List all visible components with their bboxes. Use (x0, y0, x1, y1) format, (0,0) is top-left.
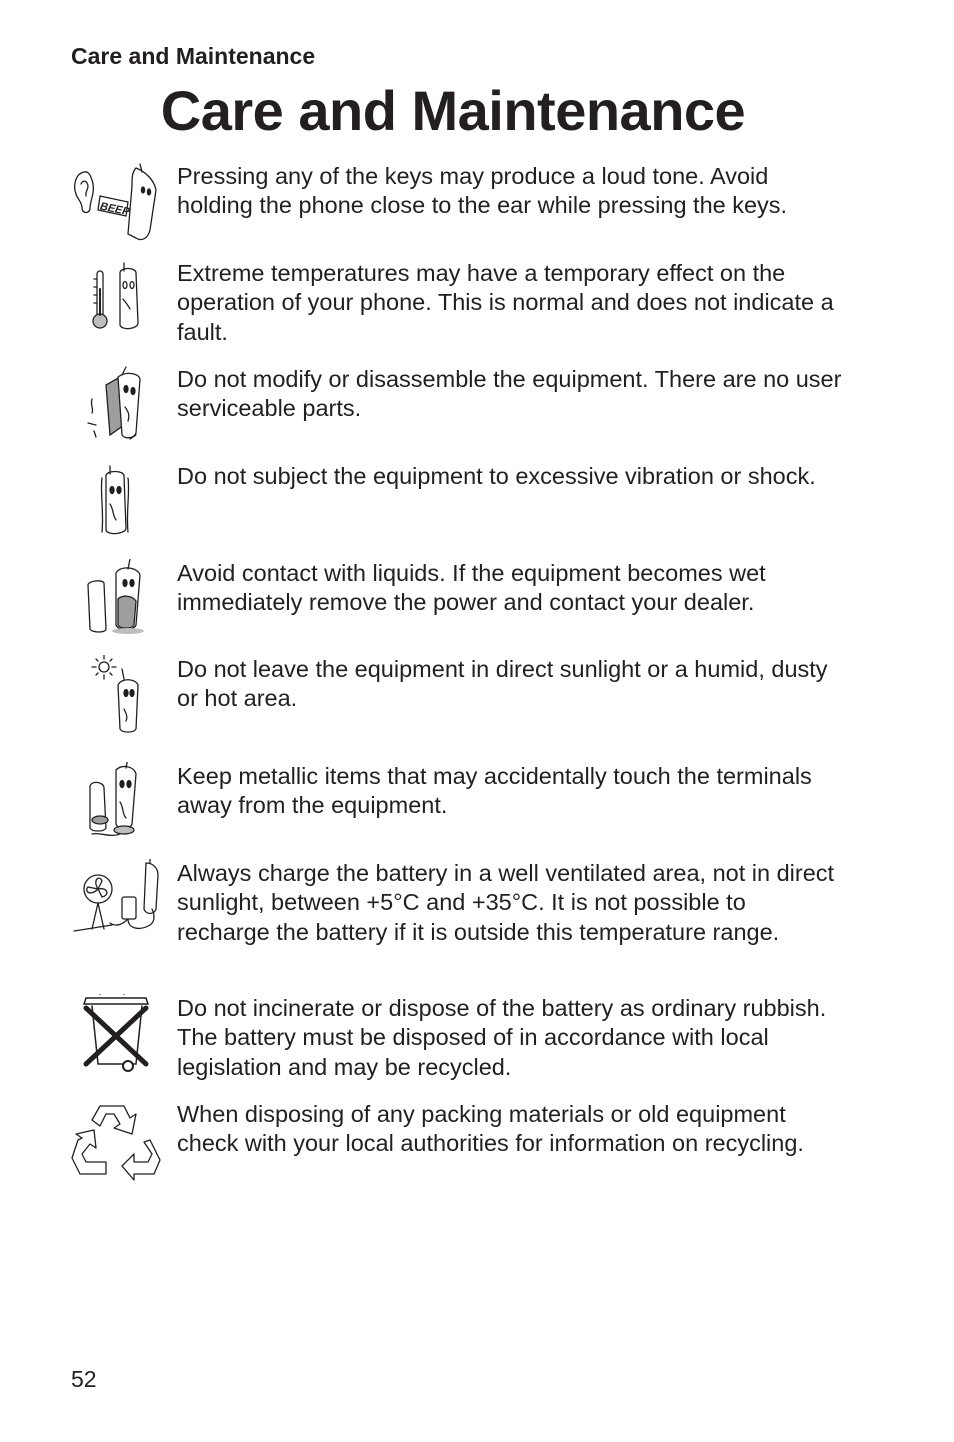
fan-charger-phone-icon (70, 859, 162, 949)
beep-label: BEEP (98, 200, 131, 219)
care-item (70, 762, 840, 852)
running-head: Care and Maintenance (71, 43, 316, 69)
care-text: Do not subject the equipment to excessive vibration or shock. (177, 463, 816, 489)
care-text: Do not incinerate or dispose of the battery as ordinary rubbish. The battery must be disposed of in accordance with local legislation and may be recycled. (177, 995, 827, 1080)
thermometer-phone-icon (70, 259, 162, 349)
page-number: 52 (71, 1366, 97, 1392)
care-item (70, 559, 840, 649)
care-item (70, 462, 840, 552)
liquid-phone-icon (70, 559, 162, 649)
care-item (70, 859, 840, 949)
care-text: Keep metallic items that may accidentally touch the terminals away from the equipment. (177, 763, 812, 819)
care-item (70, 994, 840, 1084)
ear-phone-beep-icon (70, 162, 162, 252)
recycle-icon (70, 1100, 162, 1190)
care-item (70, 162, 840, 252)
metallic-items-phone-icon (70, 762, 162, 852)
care-item (70, 365, 840, 455)
care-text: Do not modify or disassemble the equipment. There are no user serviceable parts. (177, 366, 842, 422)
care-text: When disposing of any packing materials or old equipment check with your local authorities for information on recycling. (177, 1101, 804, 1157)
crossed-bin-icon (70, 994, 162, 1084)
care-text: Pressing any of the keys may produce a loud tone. Avoid holding the phone close to the ear while pressing the keys. (177, 163, 788, 219)
sun-phone-icon (70, 655, 162, 745)
care-text: Do not leave the equipment in direct sunlight or a humid, dusty or hot area. (177, 656, 828, 712)
page-title: Care and Maintenance (160, 79, 746, 142)
disassemble-phone-icon (70, 365, 162, 455)
vibrating-phone-icon (70, 462, 162, 552)
care-item (70, 655, 840, 745)
care-item (70, 1100, 840, 1190)
care-text: Always charge the battery in a well ventilated area, not in direct sunlight, between +5°C and +35°C. It is not possible to recharge the battery if it is outside this temperature range. (177, 860, 835, 945)
care-text: Avoid contact with liquids. If the equipment becomes wet immediately remove the power and contact your dealer. (177, 560, 766, 616)
care-text: Extreme temperatures may have a temporary effect on the operation of your phone. This is normal and does not indicate a fault. (177, 260, 834, 345)
care-item (70, 259, 840, 349)
